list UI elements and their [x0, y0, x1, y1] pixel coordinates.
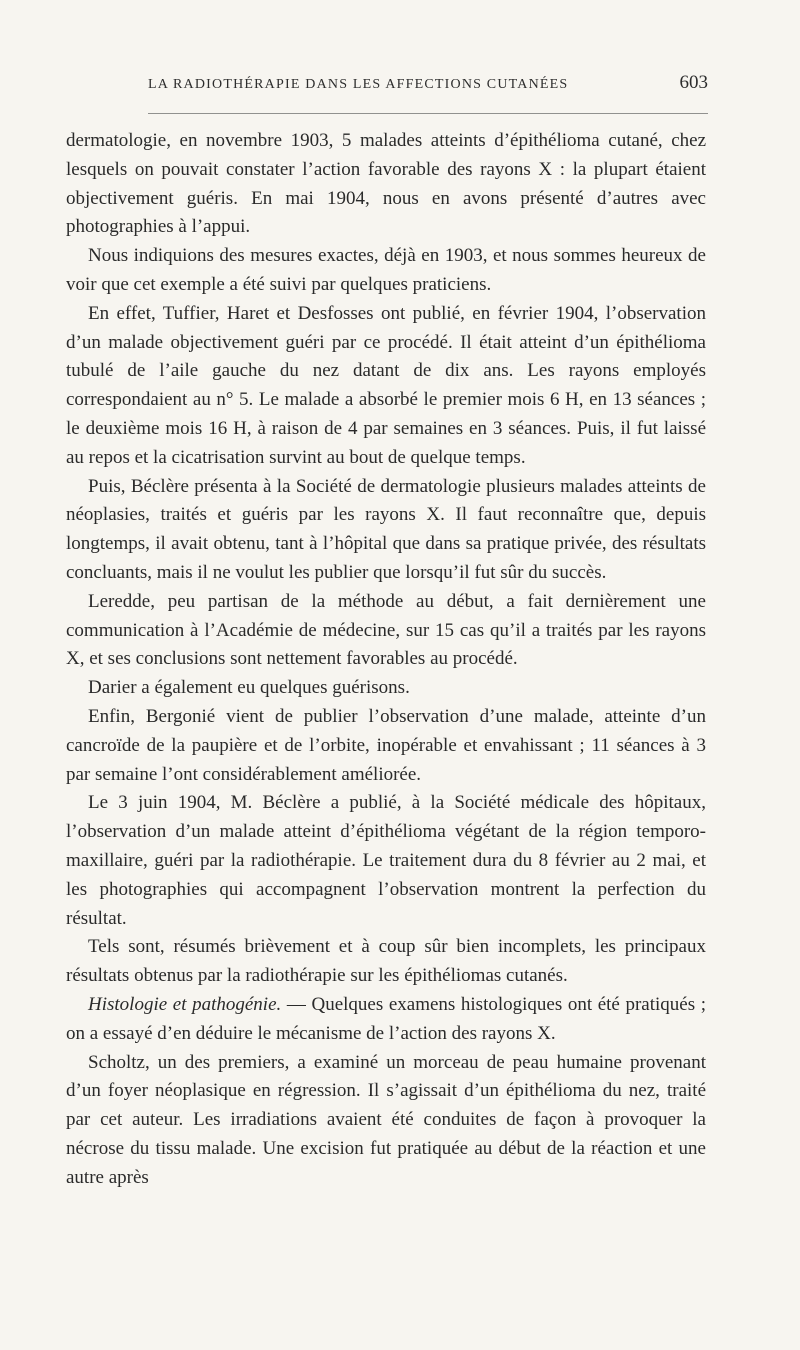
running-title: LA RADIOTHÉRAPIE DANS LES AFFECTIONS CUTANÉES	[148, 77, 569, 92]
header-rule	[148, 113, 708, 114]
paragraph-darier: Darier a également eu quelques guérisons.	[88, 677, 410, 699]
histology-text: — Quelques examens histologiques ont été pratiqués ; on a essayé d’en déduire le mécanisme de l’action des rayons X.	[66, 993, 706, 1044]
paragraph-histology	[66, 991, 706, 1049]
paragraph-beclere: Puis, Béclère présenta à la Société de dermatologie plusieurs malades atteints de néoplasies, traités et guéris par les rayons X. Il faut reconnaître que, depuis longtemps, il avait obtenu, tant à l’hôpital que dans sa pratique privée, des résultats concluants, mais il ne voulut les publier que lorsqu’il fut sûr du succès.	[66, 475, 706, 583]
page-header	[148, 72, 708, 102]
section-heading-histology: Histologie et pathogénie.	[88, 993, 282, 1015]
paragraph-summary: Tels sont, résumés brièvement et à coup sûr bien incomplets, les principaux résultats obtenus par la radiothérapie sur les épithéliomas cutanés.	[66, 936, 706, 987]
paragraph-june-1904: Le 3 juin 1904, M. Béclère a publié, à la Société médicale des hôpitaux, l’observation d’un malade atteint d’épithélioma végétant de la région temporo-maxillaire, guéri par la radiothérapie. Le traitement dura du 8 février au 2 mai, et les photographies qui accompagnent l’observation montrent la perfection du résultat.	[66, 792, 706, 929]
paragraph-tuffier: En effet, Tuffier, Haret et Desfosses ont publié, en février 1904, l’observation d’un malade objectivement guéri par ce procédé. Il était atteint d’un épithélioma tubulé de l’aile gauche du nez datant de dix ans. Les rayons employés correspondaient au n° 5. Le malade a absorbé le premier mois 6 H, en 13 séances ; le deuxième mois 16 H, à raison de 4 par semaines en 3 séances. Puis, il fut laissé au repos et la cicatrisation survint au bout de quelque temps.	[66, 302, 706, 468]
paragraph-measures: Nous indiquions des mesures exactes, déjà en 1903, et nous sommes heureux de voir que cet exemple a été suivi par quelques praticiens.	[66, 245, 706, 295]
paragraph-leredde: Leredde, peu partisan de la méthode au début, a fait dernièrement une communication à l’Académie de médecine, sur 15 cas qu’il a traités par les rayons X, et ses conclusions sont nettement favorables au procédé.	[66, 590, 706, 670]
paragraph-continuation: dermatologie, en novembre 1903, 5 malades atteints d’épithélioma cutané, chez lesquels on pouvait constater l’action favorable des rayons X : la plupart étaient objectivement guéris. En mai 1904, nous en avons présenté d’autres avec photographies à l’appui.	[66, 130, 706, 238]
body-text	[66, 127, 706, 1192]
page-number: 603	[679, 72, 708, 93]
paragraph-scholtz: Scholtz, un des premiers, a examiné un morceau de peau humaine provenant d’un foyer néoplasique en régression. Il s’agissait d’un épithélioma du nez, traité par cet auteur. Les irradiations avaient été conduites de façon à provoquer la nécrose du tissu malade. Une excision fut pratiquée au début de la réaction et une autre après	[66, 1051, 706, 1188]
paragraph-bergonie: Enfin, Bergonié vient de publier l’observation d’une malade, atteinte d’un cancroïde de la paupière et de l’orbite, inopérable et envahissant ; 11 séances à 3 par semaine l’ont considérablement améliorée.	[66, 705, 706, 785]
